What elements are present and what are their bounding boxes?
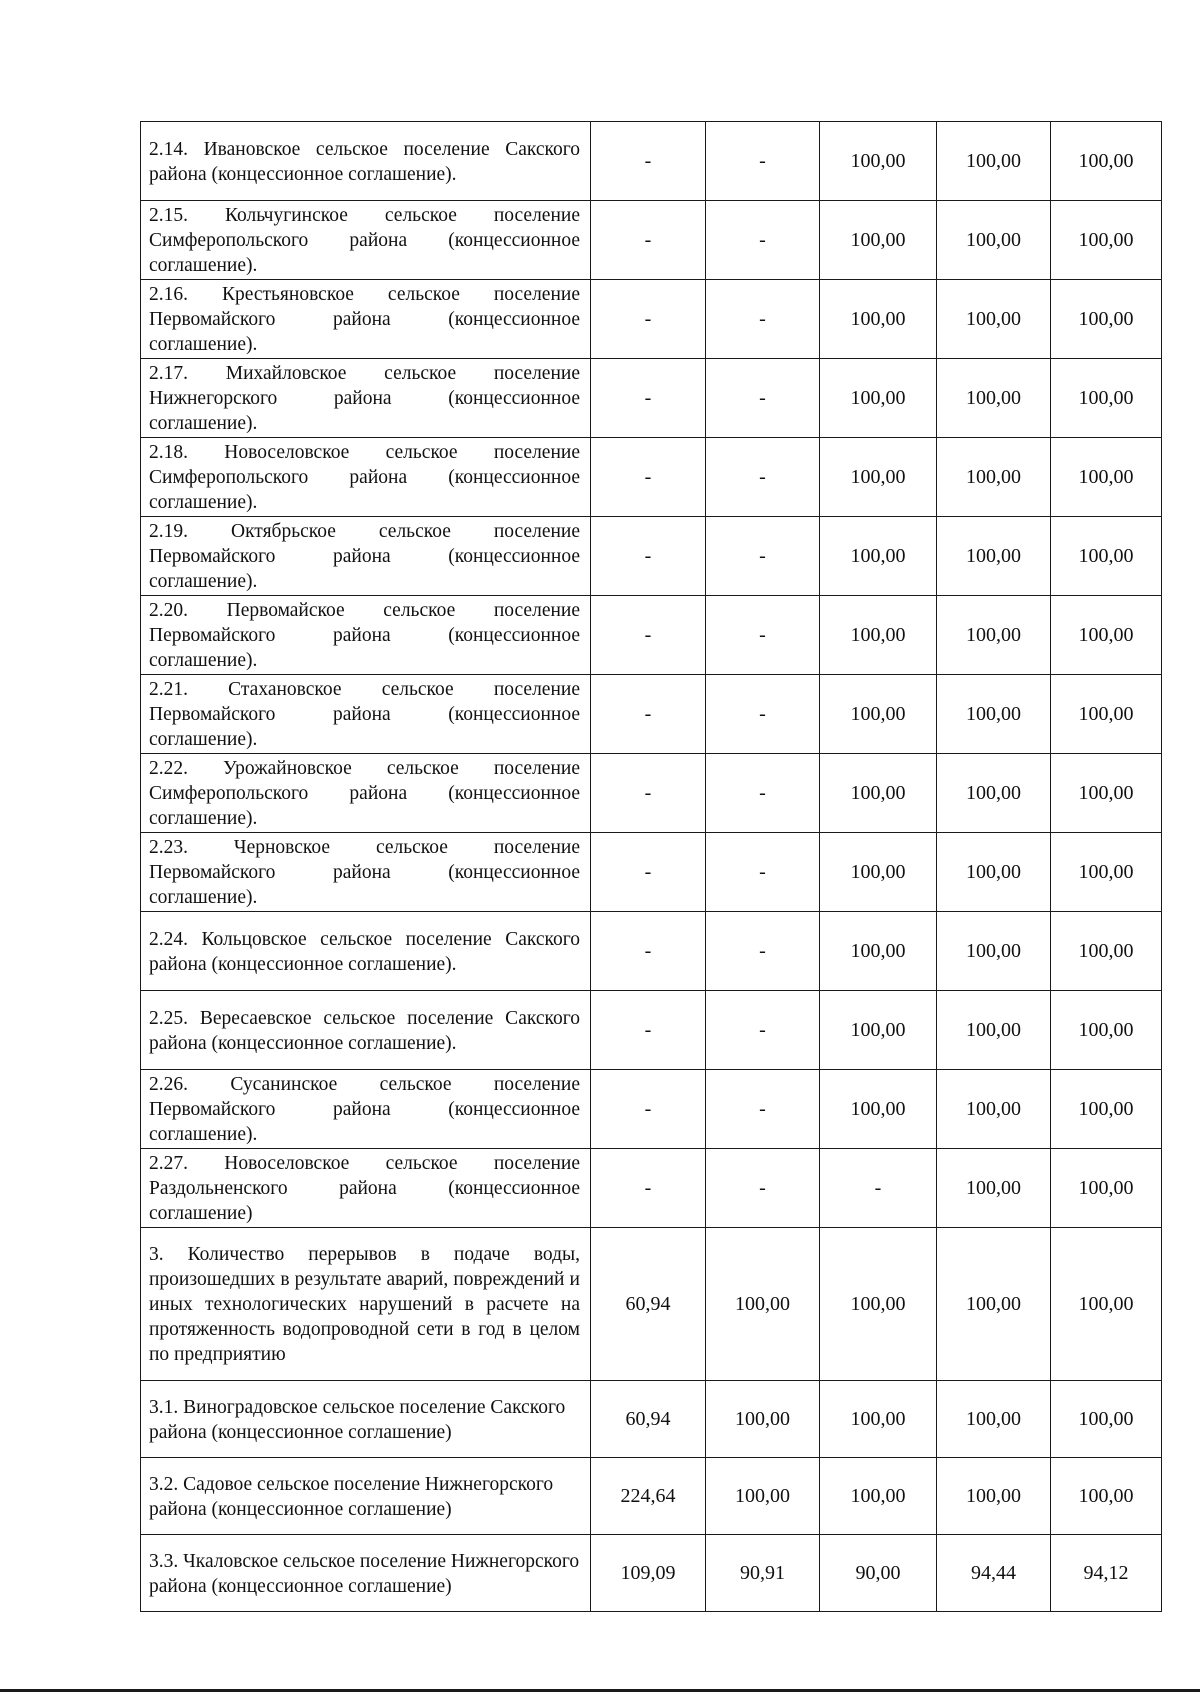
row-value: - (706, 438, 820, 517)
row-value: 100,00 (820, 359, 937, 438)
row-value: 100,00 (1051, 438, 1162, 517)
row-value: - (591, 833, 706, 912)
row-value: - (591, 280, 706, 359)
row-value: - (706, 517, 820, 596)
row-value: 100,00 (820, 912, 937, 991)
row-value: 100,00 (1051, 1381, 1162, 1458)
row-value: 100,00 (937, 596, 1051, 675)
row-value: - (706, 596, 820, 675)
row-value: - (591, 675, 706, 754)
row-value: 100,00 (1051, 1228, 1162, 1381)
table-row (141, 122, 1162, 201)
row-name: 2.22. Урожайновское сельское поселение Симферопольского района (концессионное соглашение). (141, 754, 591, 833)
row-value: 100,00 (1051, 833, 1162, 912)
row-value: - (591, 1070, 706, 1149)
table-row (141, 754, 1162, 833)
row-value: 100,00 (937, 912, 1051, 991)
row-value: 100,00 (1051, 517, 1162, 596)
table-row (141, 596, 1162, 675)
row-name: 2.21. Стахановское сельское поселение Первомайского района (концессионное соглашение). (141, 675, 591, 754)
table-row (141, 517, 1162, 596)
table-row (141, 1070, 1162, 1149)
row-value: 100,00 (937, 359, 1051, 438)
row-value: 100,00 (820, 1458, 937, 1535)
row-value: 100,00 (820, 754, 937, 833)
row-value: 100,00 (820, 1228, 937, 1381)
row-name: 3.3. Чкаловское сельское поселение Нижнегорского района (концессионное соглашение) (141, 1535, 591, 1612)
row-value: 100,00 (937, 675, 1051, 754)
row-value: 94,44 (937, 1535, 1051, 1612)
row-value: 100,00 (820, 438, 937, 517)
row-value: 94,12 (1051, 1535, 1162, 1612)
table-row (141, 1381, 1162, 1458)
row-value: - (706, 280, 820, 359)
indicators-table (140, 121, 1162, 1612)
row-value: - (706, 359, 820, 438)
row-value: 100,00 (820, 675, 937, 754)
row-value: - (591, 359, 706, 438)
table-row (141, 359, 1162, 438)
row-value: 100,00 (1051, 675, 1162, 754)
table-row (141, 280, 1162, 359)
row-value: 100,00 (1051, 280, 1162, 359)
row-value: - (706, 1070, 820, 1149)
row-value: 100,00 (820, 596, 937, 675)
row-value: - (591, 438, 706, 517)
row-value: - (706, 675, 820, 754)
row-value: 60,94 (591, 1381, 706, 1458)
row-value: 100,00 (820, 1070, 937, 1149)
row-value: 100,00 (820, 201, 937, 280)
table-row (141, 833, 1162, 912)
row-value: 100,00 (937, 1458, 1051, 1535)
row-value: 100,00 (937, 1381, 1051, 1458)
row-name: 2.23. Черновское сельское поселение Первомайского района (концессионное соглашение). (141, 833, 591, 912)
row-name: 2.24. Кольцовское сельское поселение Сакского района (концессионное соглашение). (141, 912, 591, 991)
row-value: 60,94 (591, 1228, 706, 1381)
row-value: 100,00 (937, 991, 1051, 1070)
table-row (141, 1149, 1162, 1228)
table-row (141, 675, 1162, 754)
row-value: 100,00 (1051, 596, 1162, 675)
row-value: - (706, 754, 820, 833)
row-value: 100,00 (1051, 1458, 1162, 1535)
row-value: 100,00 (820, 833, 937, 912)
row-value: - (591, 1149, 706, 1228)
table-row (141, 1535, 1162, 1612)
row-name: 3. Количество перерывов в подаче воды, произошедших в результате аварий, повреждений и иных технологических нарушений в расчете на протяженность водопроводной сети в год в целом по предприятию (141, 1228, 591, 1381)
row-value: 224,64 (591, 1458, 706, 1535)
table-row (141, 438, 1162, 517)
row-value: - (706, 991, 820, 1070)
table-row (141, 1228, 1162, 1381)
row-name: 2.18. Новоселовское сельское поселение Симферопольского района (концессионное соглашение). (141, 438, 591, 517)
row-value: - (706, 201, 820, 280)
row-value: 100,00 (937, 122, 1051, 201)
row-value: 109,09 (591, 1535, 706, 1612)
row-name: 2.15. Кольчугинское сельское поселение Симферопольского района (концессионное соглашение). (141, 201, 591, 280)
row-value: - (591, 201, 706, 280)
row-value: 100,00 (937, 1070, 1051, 1149)
row-value: 100,00 (706, 1381, 820, 1458)
row-value: 100,00 (820, 122, 937, 201)
row-value: - (820, 1149, 937, 1228)
row-name: 2.19. Октябрьское сельское поселение Первомайского района (концессионное соглашение). (141, 517, 591, 596)
row-value: 100,00 (1051, 991, 1162, 1070)
row-value: - (706, 833, 820, 912)
row-value: 100,00 (937, 1228, 1051, 1381)
table-row (141, 912, 1162, 991)
row-value: - (591, 991, 706, 1070)
row-value: 100,00 (1051, 201, 1162, 280)
row-value: 100,00 (937, 1149, 1051, 1228)
row-value: 100,00 (937, 438, 1051, 517)
row-value: 100,00 (706, 1228, 820, 1381)
row-name: 2.16. Крестьяновское сельское поселение Первомайского района (концессионное соглашение). (141, 280, 591, 359)
row-value: 100,00 (820, 517, 937, 596)
row-value: - (706, 1149, 820, 1228)
table-row (141, 201, 1162, 280)
row-value: - (591, 754, 706, 833)
row-value: 100,00 (937, 754, 1051, 833)
row-value: 100,00 (820, 991, 937, 1070)
row-value: 90,00 (820, 1535, 937, 1612)
row-value: - (591, 912, 706, 991)
row-value: 100,00 (1051, 1149, 1162, 1228)
row-value: 100,00 (937, 833, 1051, 912)
row-value: 100,00 (1051, 359, 1162, 438)
table-row (141, 991, 1162, 1070)
row-value: 90,91 (706, 1535, 820, 1612)
row-value: 100,00 (820, 280, 937, 359)
row-value: 100,00 (1051, 754, 1162, 833)
row-value: - (706, 912, 820, 991)
row-value: 100,00 (820, 1381, 937, 1458)
row-value: - (591, 517, 706, 596)
row-value: 100,00 (937, 280, 1051, 359)
row-value: 100,00 (937, 517, 1051, 596)
table-row (141, 1458, 1162, 1535)
row-value: - (706, 122, 820, 201)
row-name: 2.14. Ивановское сельское поселение Сакского района (концессионное соглашение). (141, 122, 591, 201)
row-value: 100,00 (937, 201, 1051, 280)
row-value: 100,00 (1051, 122, 1162, 201)
row-value: 100,00 (706, 1458, 820, 1535)
row-name: 2.17. Михайловское сельское поселение Нижнегорского района (концессионное соглашение). (141, 359, 591, 438)
row-value: 100,00 (1051, 1070, 1162, 1149)
page-bottom-rule (0, 1689, 1200, 1692)
row-value: - (591, 596, 706, 675)
row-name: 3.1. Виноградовское сельское поселение Сакского района (концессионное соглашение) (141, 1381, 591, 1458)
row-name: 3.2. Садовое сельское поселение Нижнегорского района (концессионное соглашение) (141, 1458, 591, 1535)
row-value: - (591, 122, 706, 201)
row-name: 2.25. Вересаевское сельское поселение Сакского района (концессионное соглашение). (141, 991, 591, 1070)
row-name: 2.27. Новоселовское сельское поселение Раздольненского района (концессионное соглашение) (141, 1149, 591, 1228)
row-name: 2.26. Сусанинское сельское поселение Первомайского района (концессионное соглашение). (141, 1070, 591, 1149)
row-name: 2.20. Первомайское сельское поселение Первомайского района (концессионное соглашение). (141, 596, 591, 675)
row-value: 100,00 (1051, 912, 1162, 991)
